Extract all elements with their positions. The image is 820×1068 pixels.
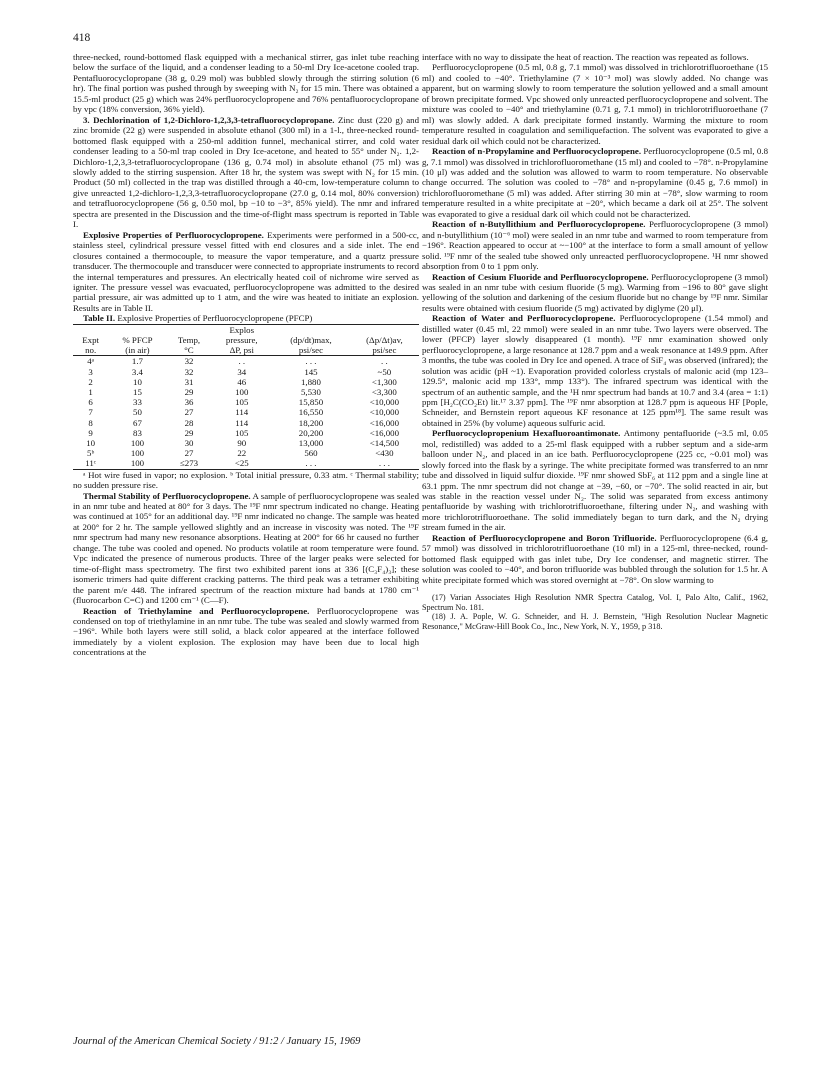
right-para-8 [422, 533, 768, 585]
right-para-7 [422, 428, 768, 533]
table-cell: 4ᵃ [87, 356, 95, 367]
right-para-8-body: Perfluorocyclopropene (6.4 g, 57 mmol) was dissolved in trichlorotrifluoroethane (10 ml) in a 125-ml, three-necked, round-bottomed flask equipped with gas inlet tube, Dry Ice condenser, and magnetic stirrer. The solution was cooled to −40°, and boron trifluoride was bubbled through the solution for 1.5 hr. A white precipitate formed which was stored overnight at −78°. On slow warming to [422, 532, 769, 585]
references [422, 593, 768, 631]
table-row [73, 407, 419, 417]
right-para-4-body: Perfluorocyclopropene (3 mmol) and n-butyllithium (10⁻⁶ mol) were sealed in an nmr tube and warmed to room temperature from −196°. Reaction appeared to occur at ~−100° at the interface to form a small amount of yellow solid. ¹⁹F nmr of the sealed tube showed only unreacted perfluorocyclopropene. ¹H nmr showed absorption from 0 to 1 ppm only. [422, 219, 769, 272]
table-cell: 1,880 [301, 376, 321, 387]
table-header-cell [272, 324, 350, 335]
section-heading-propylamine: Reaction of n-Propylamine and Perfluorocyclopropene. [432, 146, 642, 157]
table-cell: 33 [133, 397, 142, 408]
table-header-cell: °C [167, 345, 212, 356]
table-cell: 32 [184, 366, 194, 377]
table-cell: 13,000 [298, 438, 324, 449]
reference-17: (17) Varian Associates High Resolution NMR Spectra Catalog, Vol. I, Palo Alto, Calif., 1962, Spectrum No. 181. [422, 593, 768, 612]
table-cell: 100 [235, 387, 249, 397]
table-cell: 90 [237, 438, 247, 449]
table-cell: 15 [133, 387, 142, 397]
table-cell: . . [238, 356, 246, 367]
right-para-3-body: Perfluorocyclopropene (0.5 ml, 0.8 g, 7.1 mmol) was dissolved in trichlorofluoromethane (15 ml) and cooled to −78°. n-Propylamine (10 μl) was added and the solution was allowed to warm to room temperature. No observable change occurred. The solution was cooled to −78° and n-propylamine (0.45 g, 7.6 mmol) in trichlorofluoromethane (5 ml) was added. After stirring 30 min at −78°, slow warming to room temperature resulted in a white precipitate at −20°, which became a dark oil at 25°. The solvent was evaporated to give a residual dark oil which could not be characterized. [422, 146, 768, 219]
left-para-3-body: Experiments were performed in a 500-cc, stainless steel, cylindrical pressure vessel fitted with end closures and a side inlet. The end closures contained a thermocouple, to measure the vapor temperature, and a quartz pressure transducer. The thermocouple and transducer were connected to appropriate instruments to record the internal temperatures and pressures. An electrically heated coil of nichrome wire served as igniter. The pressure vessel was evacuated, perfluorocyclopropene was admitted to the desired partial pressure, air was admitted up to 1 atm, and the wire was heated to initiate an explosion. Results are in Table II. [73, 229, 419, 313]
right-column [422, 52, 768, 631]
table-header-cell: Expt [82, 334, 99, 345]
table-cell: 20,200 [298, 427, 324, 438]
table-cell: 105 [235, 397, 249, 408]
table-row [73, 397, 419, 407]
right-para-3 [422, 146, 768, 219]
table-cell: <16,000 [369, 427, 400, 438]
section-heading-cesium-fluoride: Reaction of Cesium Fluoride and Perfluorocyclopropene. [432, 271, 649, 282]
table-cell: 18,200 [298, 417, 324, 428]
table-row [73, 418, 419, 428]
table-cell: 1.7 [131, 356, 143, 367]
table-cell: 6 [88, 397, 93, 408]
table-cell: 32 [184, 356, 194, 367]
section-heading-thermal-stability: Thermal Stability of Perfluorocyclopropene. [83, 490, 251, 501]
table-cell: . . [381, 356, 388, 367]
table-cell: 27 [184, 407, 194, 418]
section-heading-dechlorination: 3. Dechlorination of 1,2-Dichloro-1,2,3,3-tetrafluorocyclopropane. [83, 114, 335, 125]
table-header-cell: psi/sec [272, 345, 350, 356]
table-row [73, 448, 419, 458]
left-para-1: three-necked, round-bottomed flask equipped with a mechanical stirrer, gas inlet tube reaching below the surface of the liquid, and a condenser leading to a 50-ml Dry Ice-acetone cooled trap. Pentafluorocyclopropane (38 g, 0.29 mol) was bubbled slowly through the stirring solution (6 hr). The final portion was pushed through by sweeping with N₂ for 15 min. There was obtained a 15.5-ml product (25 g) which was 24% perfluorocyclopropene and 76% pentafluorocyclopropane by vpc (18% conversion, 36% yield). [73, 52, 419, 115]
table-cell: <25 [211, 458, 272, 469]
table-row [73, 387, 419, 397]
table-row [73, 377, 419, 387]
table-header-cell: Temp, [177, 334, 201, 345]
table-row [73, 438, 419, 448]
table-cell: 36 [184, 397, 194, 408]
page-number: 418 [73, 32, 91, 44]
right-para-6-body: Perfluorocyclopropene (1.54 mmol) and distilled water (0.45 ml, 22 mmol) were sealed in an nmr tube. Two layers were observed. The lower (PFCP) layer slowly disappeared (1 month). ¹⁹F nmr examination showed only perfluorocyclopropene, a large resonance at 128.7 ppm and a weak resonance at 149.9 ppm. After 3 months, the tube was cooled in Dry Ice and opened. A trace of SiF₄ was observed (infrared); the solution was acidic (pH ~1). Evaporation provided colorless crystals of malonic acid (mp 123–129.5°, malonic acid mp 133°, mmp 133°). The infrared spectrum was identical with the spectrum of an authentic sample, and the ¹H nmr spectrum had bands at 10.7 and 3.4 (area = 1:1) ppm [H₂C(CO₂Et) lit.¹⁷ 3.37 ppm]. The ¹⁹F nmr absorption at 128.7 ppm is aqueous HF [Pople, Schneider, and Bernstein report aqueous KF resonance at 125 ppm¹⁸]. The same result was obtained in 25% (by volume) aqueous sulfuric acid. [422, 313, 768, 428]
table-cell: 50 [133, 407, 142, 418]
table-cell: 34 [237, 366, 247, 377]
table-cell: <430 [375, 448, 394, 459]
reference-18: (18) J. A. Pople, W. G. Schneider, and H. J. Bernstein, "High Resolution Nuclear Magnetic Resonance," McGraw-Hill Book Co., Inc., New York, N. Y., 1959, p 318. [422, 612, 768, 631]
table-cell: 83 [133, 427, 142, 438]
section-heading-boron-trifluoride: Reaction of Perfluorocyclopropene and Boron Trifluoride. [432, 532, 657, 543]
table-cell: 100 [130, 448, 145, 459]
table-cell: 15,850 [298, 397, 324, 408]
table-cell: 22 [237, 448, 247, 459]
table-cell: <10,000 [369, 407, 400, 418]
table-caption [73, 313, 419, 323]
table-cell: 100 [130, 438, 145, 449]
table-header-cell: % PFCP [122, 334, 153, 345]
table-cell: 3 [88, 366, 93, 377]
table-cell: 10 [133, 376, 142, 387]
table-cell: <14,500 [369, 438, 400, 449]
table-cell: 16,550 [298, 407, 324, 418]
right-para-7-body: Antimony pentafluoride (~3.5 ml, 0.05 mol, redistilled) was added to a 25-ml flask equipped with a rubber septum and a side-arm balloon under N₂, and placed in an ice bath. Perfluorocyclopropene (225 cc, ~0.01 mol) was slowly forced into the flask by a syringe. The white precipitate formed was transferred to an nmr tube and dissolved in liquid sulfur dioxide. ¹⁹F nmr showed SbF₆ at 112 ppm and a single line at 63.1 ppm. The nmr spectrum did not change at −39, −60, or −70°. The solid reacted in air, but was stable in the reaction vessel under N₂. The solid was separated from excess antimony pentafluoride by washing with trichlorotrifluoroethane, filtering under N₂, and washing with more trichlorotrifluoroethane. The solid immediately began to turn dark, and the N₂ drying stream fumed in the air. [422, 428, 769, 533]
table-header-cell: psi/sec [350, 345, 419, 356]
right-para-2: Perfluorocyclopropene (0.5 ml, 0.8 g, 7.1 mmol) was dissolved in trichlorotrifluoroethane (15 ml) and cooled to −40°. Triethylamine (7 × 10⁻³ mol) was slowly added. No change was apparent, but on warming slowly to room temperature the solution yellowed and a small amount of brown precipitate formed. Vpc showed only unreacted perfluorocyclopropene and solvent. The mixture was cooled to −40° and triethylamine (0.71 g, 7.1 mmol) in trichlorotrifluoroethane (7 ml) was slowly added. A dark precipitate formed instantly. Warming the mixture to room temperature resulted in coagulation and semiliquefaction. The solvent was evaporated to give a residual dark oil which could not be characterized. [422, 62, 768, 146]
table-cell: 10 [86, 438, 96, 449]
table-cell: 31 [184, 376, 194, 387]
table-cell: <1,300 [371, 376, 397, 387]
table-cell: <16,000 [369, 417, 400, 428]
table-header-cell: (in air) [108, 345, 166, 356]
table-header-cell: no. [73, 345, 108, 356]
table-cell: 5ᵇ [87, 448, 95, 459]
left-para-5 [73, 606, 419, 658]
table-footnotes: ᵃ Hot wire fused in vapor; no explosion. ᵇ Total initial pressure, 0.33 atm. ᶜ Thermal stability; no sudden pressure rise. [73, 469, 419, 491]
table-header-cell [350, 324, 419, 335]
table-cell: 145 [304, 366, 318, 377]
left-para-2-body: Zinc dust (220 g) and zinc bromide (22 g) were suspended in absolute ethanol (300 ml) in a 1-l., three-necked round-bottomed flask equipped with a 250-ml addition funnel, mechanical stirrer, and cold water condenser leading to a 50-ml trap cooled in Dry Ice-acetone, and heated to 55° under N₂. 1,2-Dichloro-1,2,3,3-tetrafluorocyclopropane (136 g, 0.74 mol) in absolute ethanol (75 ml) was slowly added to the stirring suspension. After 18 hr, the system was swept with N₂ for 15 min. Product (50 ml) collected in the trap was distilled through a 40-cm, low-temperature column to give unreacted 1,2-dichloro-1,2,3,3-tetrafluorocyclopropane (27.0 g, 0.14 mol, 80% conversion) and tetrafluorocyclopropene (56 g, 0.50 mol, bp −10 to −3°, 85% yield). The nmr and infrared spectra are presented in the Discussion and the time-of-flight mass spectrum is reported in Table I. [73, 114, 419, 230]
section-heading-butyllithium: Reaction of n-Butyllithium and Perfluorocyclopropene. [432, 219, 646, 230]
table-header-cell: ΔP, psi [211, 345, 272, 356]
right-para-5-body: Perfluorocyclopropene (3 mmol) was sealed in an nmr tube with cesium fluoride (5 mg). Warming from −196 to 80° gave slight yellowing of the solution and darkening of the cesium fluoride but no change by ¹⁹F nmr. Similar results were obtained with cesium fluoride (5 mg) activated by diglyme (20 μl). [422, 271, 769, 313]
table-cell: 3.4 [131, 366, 143, 377]
table-cell: 8 [88, 417, 93, 428]
table-cell: 11ᶜ [73, 458, 108, 469]
table-caption-label: Table II. [83, 313, 116, 324]
section-heading-water: Reaction of Water and Perfluorocyclopropene. [432, 313, 616, 324]
table-cell: <3,300 [371, 387, 397, 397]
table-cell: ≤273 [167, 458, 212, 469]
table-cell: 30 [184, 438, 194, 449]
table-cell: . . . [272, 458, 350, 469]
table-cell: 9 [88, 427, 93, 438]
table-cell: <10,000 [369, 397, 400, 408]
table-cell: 7 [88, 407, 93, 418]
table-header-row-2 [73, 335, 419, 345]
section-heading-hexafluoroantimonate: Perfluorocyclopropenium Hexafluoroantimonate. [432, 428, 621, 439]
table-cell: 1 [88, 387, 93, 397]
journal-footer: Journal of the American Chemical Society / 91:2 / January 15, 1969 [73, 1036, 361, 1047]
left-column [73, 52, 419, 658]
table-cell: 114 [235, 407, 249, 418]
table-header-cell [167, 324, 212, 335]
table-header-cell [73, 324, 108, 335]
table-cell: 46 [237, 376, 247, 387]
table-body [73, 356, 419, 469]
section-heading-triethylamine: Reaction of Triethylamine and Perfluorocyclopropene. [83, 605, 310, 616]
table-header-cell: (dp/dt)max, [290, 334, 332, 345]
table-header-row-1 [73, 324, 419, 335]
table-header-cell [108, 324, 166, 335]
table-caption-text: Explosive Properties of Perfluorocyclopropene (PFCP) [115, 313, 313, 324]
table-cell: 27 [184, 448, 194, 459]
table-cell: 105 [235, 427, 249, 438]
table-header-row-3 [73, 345, 419, 356]
right-para-4 [422, 219, 768, 271]
table-cell: . . . [305, 356, 317, 367]
table-cell: 100 [108, 458, 166, 469]
table-cell: 2 [88, 376, 93, 387]
right-para-6 [422, 313, 768, 428]
explosion-table [73, 324, 419, 470]
right-para-5 [422, 272, 768, 314]
left-para-5-body: Perfluorocyclopropene was condensed on top of triethylamine in an nmr tube. The tube was sealed and slowly warmed from −196°. While both layers were still solid, a black color appeared at the interface followed immediately by a violent explosion. The explosion may have been due to local high concentrations at the [73, 605, 419, 658]
left-para-2 [73, 115, 419, 230]
table-cell: 29 [184, 387, 194, 397]
table-row [73, 428, 419, 438]
table-row [73, 367, 419, 377]
section-heading-explosive-properties: Explosive Properties of Perfluorocyclopropene. [83, 229, 264, 240]
left-para-4 [73, 491, 419, 606]
table-row [73, 356, 419, 367]
table-cell: ~50 [377, 366, 392, 377]
table-cell: 67 [133, 417, 142, 428]
table-cell: . . . [350, 458, 419, 469]
right-para-1: interface with no way to dissipate the heat of reaction. The reaction was repeated as follows. [422, 52, 749, 62]
table-cell: 29 [184, 427, 194, 438]
left-para-4-body: A sample of perfluorocyclopropene was sealed in an nmr tube and heated at 80° for 3 days. The ¹⁹F nmr spectrum indicated no change. Heating was continued at 105° for an additional day. ¹⁹F nmr indicated no change. The sample was heated at 200° for 2 hr. The sample yellowed slightly and an increase in viscosity was noted. The ¹⁹F nmr spectrum had many new resonance absorptions. Heating at 200° for 66 hr caused no further change. The tube was cooled and opened. No products volatile at room temperature were found. Vpc indicated the presence of numerous products. Three of the larger peaks were selected for time-of-flight mass spectrometry. The first two exhibited parent ions at 336 [(C₃F₄)₃]; these isomeric trimers had quite different cracking patterns. The third peak was a tetramer exhibiting the parent m/e 448. The infrared spectrum of the reaction mixture had bands at 1780 cm⁻¹ (fluorocarbon C=C) and 1200 cm⁻¹ (C—F). [73, 490, 419, 606]
table-cell: 560 [304, 448, 318, 459]
table-cell: 28 [184, 417, 194, 428]
table-row [73, 458, 419, 469]
table-cell: 114 [235, 417, 249, 428]
left-para-3 [73, 230, 419, 314]
table-header-cell: pressure, [225, 334, 258, 345]
table-header-cell: (Δp/Δt)av, [366, 334, 403, 345]
table-cell: 5,530 [301, 387, 321, 397]
table-header-cell: Explos [211, 324, 272, 335]
